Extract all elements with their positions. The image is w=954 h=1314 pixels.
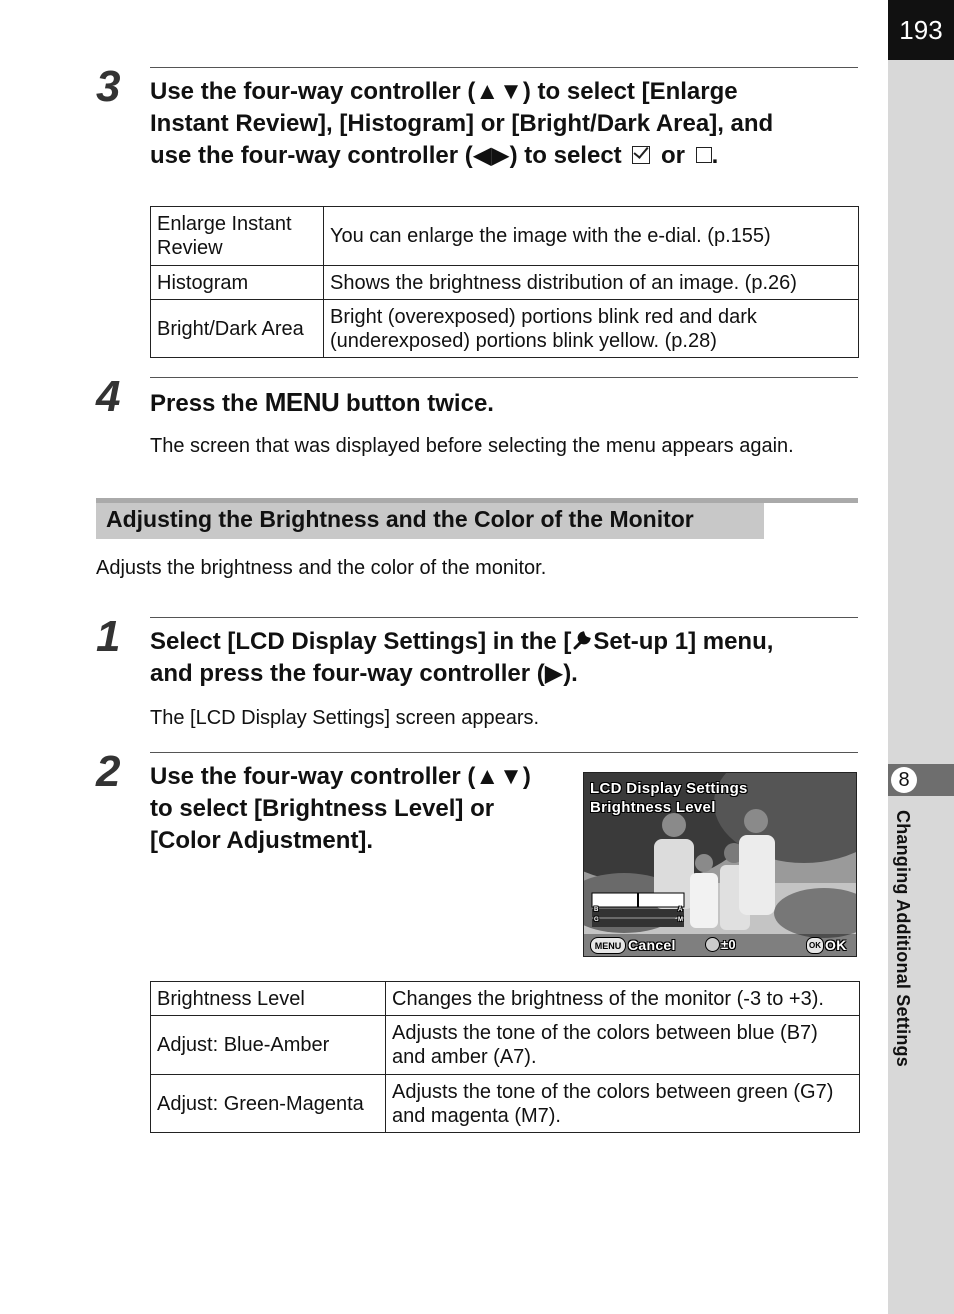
table-cell-desc: Changes the brightness of the monitor (-3 to +3). [386,982,860,1016]
step-1-description: The [LCD Display Settings] screen appears. [150,707,540,729]
table-row [151,207,859,266]
step-3-instruction [150,76,773,172]
scale-a-label: A [678,907,683,913]
step-3-rule [150,67,858,68]
step-4-number: 4 [96,372,121,421]
table-cell-name: Enlarge Instant Review [151,207,324,266]
step-4-description: The screen that was displayed before selecting the menu appears again. [150,435,794,457]
table-row [151,1075,860,1133]
table-cell-name: Histogram [151,266,324,300]
section-heading: Adjusting the Brightness and the Color of the Monitor [96,503,764,539]
lcd-screen-illustration [583,772,857,957]
table-cell-desc: Bright (overexposed) portions blink red and dark (underexposed) portions blink yellow. (p.28) [324,300,859,358]
screen-title: LCD Display Settings [590,780,748,797]
step-2-number: 2 [96,747,121,796]
step-3-line-1: Use the four-way controller (▲▼) to select [Enlarge [150,78,738,105]
menu-button-label: MENU [264,387,340,417]
monitor-settings-table [150,981,860,1133]
step-1-line-1: Select [LCD Display Settings] in the [ Set-up 1] menu, [150,628,774,655]
chapter-number: 8 [891,767,917,793]
step-3-number: 3 [96,62,121,111]
step-3-line-2: Instant Review], [Histogram] or [Bright/Dark Area], and [150,110,774,137]
dial-icon [705,937,720,952]
table-row [151,1016,860,1075]
screen-dial-value: ±0 [721,937,736,952]
table-cell-desc: Adjusts the tone of the colors between blue (B7) and amber (A7). [386,1016,860,1075]
step-1-rule [150,617,858,618]
table-cell-name: Adjust: Blue-Amber [151,1016,386,1075]
table-cell-name: Bright/Dark Area [151,300,324,358]
table-cell-name: Adjust: Green-Magenta [151,1075,386,1133]
scale-b-label: B [594,907,599,913]
review-options-table [150,206,859,358]
chapter-sidebar [888,0,954,1314]
step-2-instruction [150,761,531,857]
table-row [151,982,860,1016]
screen-cancel: Cancel [628,937,676,953]
step-4-rule [150,377,858,378]
step-1-instruction [150,626,773,690]
scale-m-label: M [678,917,684,923]
step-2-line-3: [Color Adjustment]. [150,827,374,854]
step-1-line-2: and press the four-way controller (▶). [150,660,578,687]
ok-button-icon: OK [806,937,824,954]
menu-button-icon: MENU [590,937,626,954]
step-4-instruction: Press the MENU button twice. [150,387,494,417]
table-cell-name: Brightness Level [151,982,386,1016]
step-2-line-2: to select [Brightness Level] or [150,795,495,822]
step-2-rule [150,752,858,753]
screen-ok: OK [825,937,847,953]
page-number: 193 [888,0,954,60]
table-cell-desc: Adjusts the tone of the colors between green (G7) and magenta (M7). [386,1075,860,1133]
table-row [151,266,859,300]
table-cell-desc: Shows the brightness distribution of an image. (p.26) [324,266,859,300]
scale-g-label: G [594,917,599,923]
box-icon [696,147,712,163]
step-3-line-3: use the four-way controller (◀▶) to select or . [150,142,719,169]
step-1-number: 1 [96,612,121,661]
wrench-icon [571,629,593,651]
step-2-line-1: Use the four-way controller (▲▼) [150,763,531,790]
table-row [151,300,859,358]
checkbox-icon [632,146,650,164]
screen-subtitle: Brightness Level [590,799,716,816]
table-cell-desc: You can enlarge the image with the e-dial. (p.155) [324,207,859,266]
section-intro: Adjusts the brightness and the color of the monitor. [96,557,547,579]
chapter-title: Changing Additional Settings [893,810,913,1067]
